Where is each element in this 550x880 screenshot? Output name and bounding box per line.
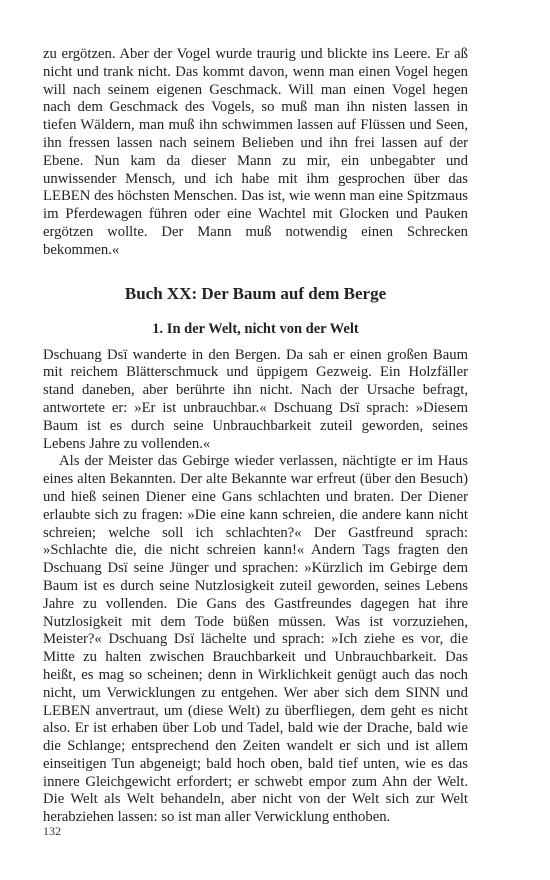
page-number: 132	[43, 824, 61, 838]
section-title: 1. In der Welt, nicht von der Welt	[152, 320, 359, 337]
paragraph-1: Dschuang Dsï wanderte in den Bergen. Da sah er einen großen Baum mit reichem Blätterschmuck und üppigem Gezweig. Ein Holzfäller stand daneben, aber berührte ihn nicht. Nach der Ursache befragt, antwortete er: »Er ist unbrauchbar.« Dschuang Dsï sprach: »Diesem Baum ist es durch seine Unbrauchbarkeit zuteil geworden, seines Lebens Jahre zu vollenden.«	[43, 346, 468, 452]
page-body	[43, 46, 468, 827]
paragraph-2: Als der Meister das Gebirge wieder verlassen, nächtigte er im Haus eines alten Bekannten. Der alte Bekannte war erfreut (über den Besuch) und hieß seinen Diener eine Gans schlachten und braten. Der Diener erlaubte sich zu fragen: »Die eine kann schreien, die andere kann nicht schreien; welche soll ich schlachten?« Der Gastfreund sprach: »Schlachte die, die nicht schreien kann!« Andern Tags fragten den Dschuang Dsï seine Jünger und sprachen: »Kürzlich im Gebirge dem Baum ist es durch seine Nutzlosigkeit zuteil geworden, seines Lebens Jahre zu vollenden. Die Gans des Gastfreundes dagegen hat ihre Nutzlosigkeit mit dem Tode büßen müssen. Was ist vorzuziehen, Meister?« Dschuang Dsï lächelte und sprach: »Ich ziehe es vor, die Mitte zu halten zwischen Brauchbarkeit und Unbrauchbarkeit. Das heißt, es mag so scheinen; denn in Wirklichkeit genügt auch das noch nicht, um Verwicklungen zu entgehen. Wer aber sich dem SINN und LEBEN anvertraut, um (diese Welt) zu überfliegen, dem geht es nicht also. Er ist erhaben über Lob und Tadel, bald wie der Drache, bald wie die Schlange; entsprechend den Zeiten wandelt er sich und ist allem einseitigen Tun abgeneigt; bald hoch oben, bald tief unten, wie es das innere Gleichgewicht erfordert; er schwebt empor zum Ahn der Welt. Die Welt als Welt behandeln, aber nicht von der Welt sich zur Welt herabziehen lassen: so ist man aller Verwicklung enthoben.	[43, 453, 468, 826]
continued-paragraph: zu ergötzen. Aber der Vogel wurde traurig und blickte ins Leere. Er aß nicht und trank nicht. Das kommt davon, wenn man einen Vogel hegen will nach seinem eigenen Geschmack. Will man einen Vogel hegen nach dem Geschmack des Vogels, so muß man ihn nisten lassen in tiefen Wäldern, man muß ihn schwimmen lassen auf Flüssen und Seen, ihn fressen lassen nach seinem Belieben und ihn frei lassen auf der Ebene. Nun kam da dieser Mann zu mir, ein unbegabter und unwissender Mensch, und ich habe mit ihm gesprochen über das LEBEN des höchsten Menschen. Das ist, wie wenn man eine Spitzmaus im Pferdewagen führen oder eine Wachtel mit Glocken und Pauken ergötzen wollte. Der Mann muß notwendig einen Schrecken bekommen.«	[43, 46, 468, 258]
book-title: Buch XX: Der Baum auf dem Berge	[124, 283, 387, 303]
